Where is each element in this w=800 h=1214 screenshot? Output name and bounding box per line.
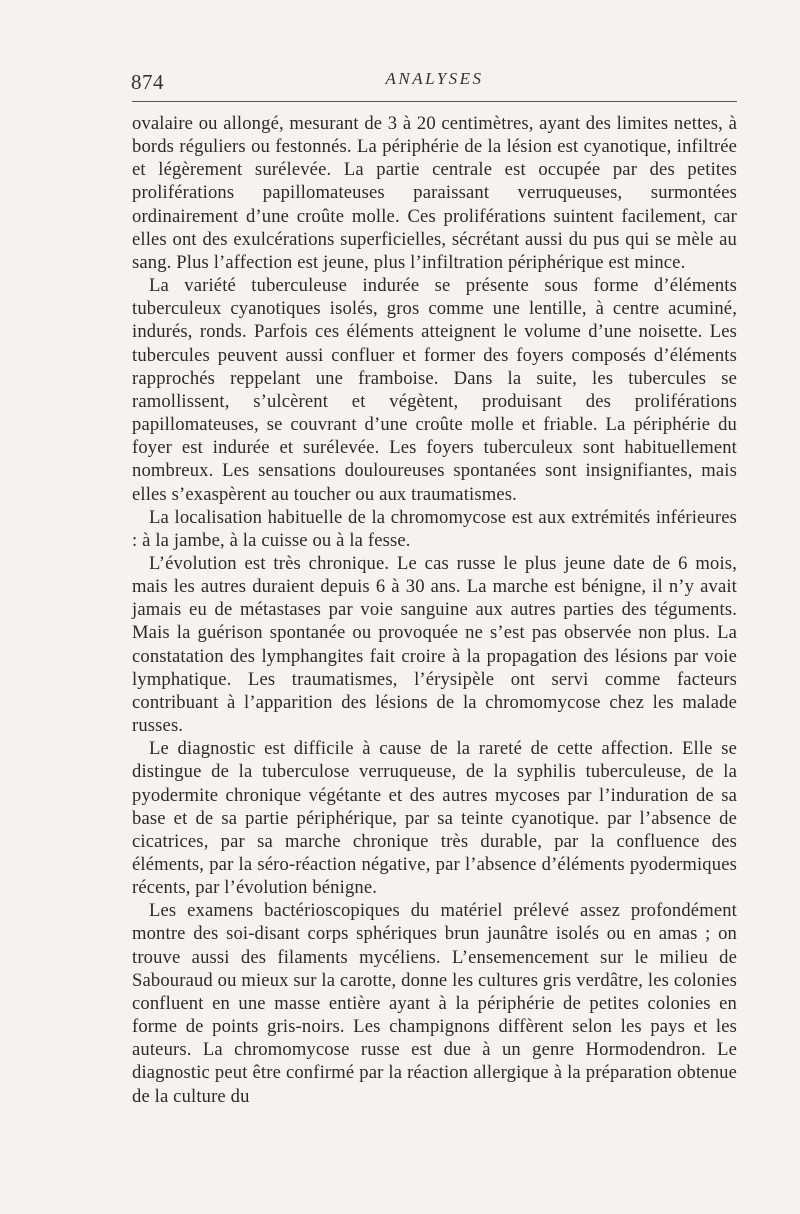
header-rule (132, 101, 737, 102)
page (132, 62, 737, 1108)
body-text (132, 112, 737, 1108)
paragraph: ovalaire ou allongé, mesurant de 3 à 20 centimètres, ayant des limites nettes, à bords réguliers ou festonnés. La périphérie de la lésion est cyanotique, infiltrée et légèrement surélevée. La partie centrale est occupée par des petites proliférations papillomateuses paraissant verruqueuses, surmontées ordinairement d’une croûte molle. Ces proliférations suintent facilement, car elles ont des exulcérations superficielles, sécrétant aussi du pus qui se mèle au sang. Plus l’affection est jeune, plus l’infiltration périphérique est mince. (132, 113, 737, 273)
paragraph: L’évolution est très chronique. Le cas russe le plus jeune date de 6 mois, mais les autres duraient depuis 6 à 30 ans. La marche est bénigne, il n’y avait jamais eu de métastases par voie sanguine aux autres parties des téguments. Mais la guérison spontanée ou provoquée ne s’est pas observée non plus. La constatation des lymphangites fait croire à la propagation des lésions par voie lymphatique. Les traumatismes, l’érysipèle ont servi comme facteurs contribuant à l’apparition des lésions de la chromomycose chez les malade russes. (132, 552, 737, 737)
running-title: ANALYSES (385, 69, 484, 88)
paragraph: Le diagnostic est difficile à cause de la rareté de cette affection. Elle se distingue de la tuberculose verruqueuse, de la syphilis tuberculeuse, de la pyodermite chronique végétante et des autres mycoses par l’induration de sa base et de sa partie périphérique, par sa teinte cyanotique. par l’absence de cicatrices, par sa marche chronique très durable, par la confluence des éléments, par la séro-réaction négative, par l’absence d’éléments pyodermiques récents, par l’évolution bénigne. (132, 738, 737, 899)
paragraph: Les examens bactérioscopiques du matériel prélevé assez profondément montre des soi-disant corps sphériques brun jaunâtre isolés ou en amas ; on trouve aussi des filaments mycéliens. L’ensemencement sur le milieu de Sabouraud ou mieux sur la carotte, donne les cultures gris verdâtre, les colonies confluent en une masse entière ayant à la périphérie de petites colonies en forme de points gris-noirs. Les champignons diffèrent selon les pays et les auteurs. La chromomycose russe est due à un genre Hormodendron. Le diagnostic peut être confirmé par la réaction allergique à la préparation obtenue de la culture du (132, 900, 737, 1107)
paragraph: La localisation habituelle de la chromomycose est aux extrémités inférieures : à la jambe, à la cuisse ou à la fesse. (132, 506, 737, 551)
running-head (132, 62, 737, 96)
page-number: 874 (131, 70, 164, 94)
paragraph: La variété tuberculeuse indurée se présente sous forme d’éléments tuberculeux cyanotiques isolés, gros comme une lentille, à centre acuminé, indurés, ronds. Parfois ces éléments atteignent le volume d’une noisette. Les tubercules peuvent aussi confluer et former des foyers composés d’éléments rapprochés reppelant une framboise. Dans la suite, les tubercules se ramollissent, s’ulcèrent et végètent, produisant des proliférations papillomateuses, se couvrant d’une croûte molle et friable. La périphérie du foyer est indurée et surélevée. Les foyers tuberculeux sont habituellement nombreux. Les sensations douloureuses spontanées sont insignifiantes, mais elles s’exaspèrent au toucher ou aux traumatismes. (132, 275, 737, 505)
